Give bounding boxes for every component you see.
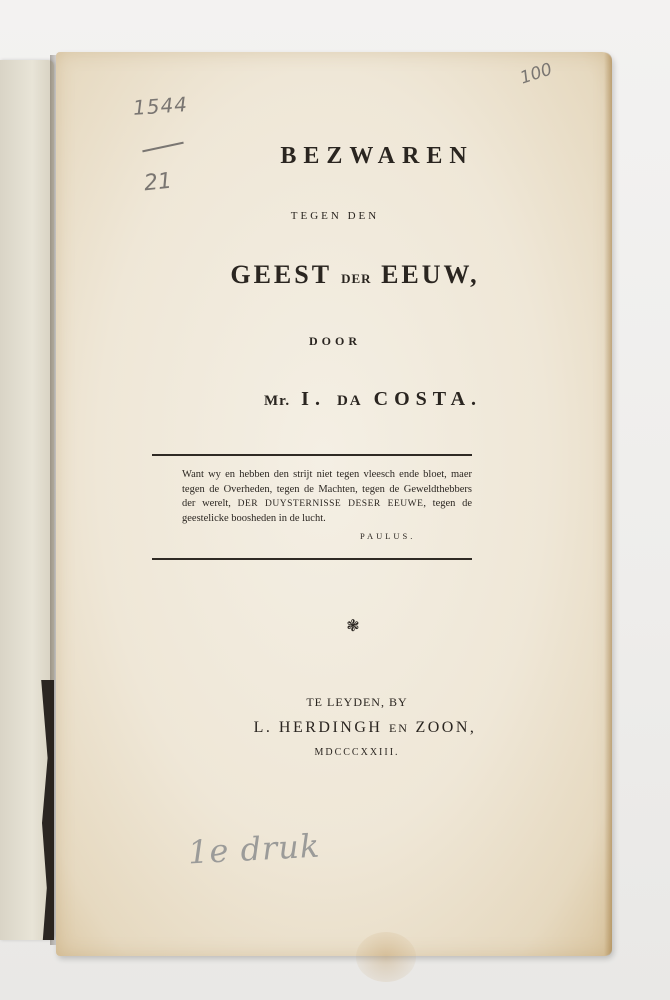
left-page-edge bbox=[0, 60, 54, 940]
author-particle: DA bbox=[336, 393, 363, 409]
epigraph-small-caps: DER DUYSTERNISSE DESER EEUWE bbox=[237, 499, 424, 509]
title-word-geest: GEEST bbox=[230, 260, 332, 289]
imprint-place: TE LEYDEN, BY bbox=[306, 695, 408, 709]
author-title: Mr. bbox=[263, 393, 291, 409]
title-word-eeuw: EEUW, bbox=[381, 260, 480, 289]
book-title-line1: BEZWAREN bbox=[280, 143, 474, 169]
book-title-line3 bbox=[0, 260, 670, 290]
publisher-name: L. HERDINGH bbox=[253, 719, 383, 736]
publisher-zoon: ZOON, bbox=[415, 719, 477, 736]
imprint-year: MDCCCXXIII. bbox=[314, 747, 400, 758]
ornament-icon: ❃ bbox=[346, 618, 360, 635]
epigraph-part2: , tegen de geestelicke boosheden in de lucht. bbox=[182, 498, 472, 524]
byline-door: DOOR bbox=[309, 334, 361, 348]
book-title-line2: TEGEN DEN bbox=[290, 210, 380, 222]
pencil-note-shelfmark: 1544 bbox=[132, 92, 189, 120]
title-word-der: DER bbox=[341, 271, 372, 286]
epigraph-attribution: PAULUS. bbox=[360, 531, 416, 541]
author-surname: COSTA. bbox=[373, 388, 483, 410]
pencil-note-number: 21 bbox=[142, 168, 174, 197]
publisher-en: EN bbox=[388, 721, 409, 735]
author-name bbox=[0, 388, 670, 411]
imprint-publisher bbox=[0, 719, 670, 737]
pencil-note-price: 100 bbox=[517, 59, 555, 89]
foxing-stain bbox=[356, 932, 416, 982]
author-initial: I. bbox=[301, 388, 326, 410]
pencil-note-edition: 1e druk bbox=[187, 826, 322, 872]
epigraph-rule-top bbox=[152, 454, 472, 456]
epigraph-part1: Want wy en hebben den strijt niet tegen vleesch ende bloet, maer tegen de Overheden, tegen de Machten, tegen de Geweldthebbers der werelt, bbox=[182, 469, 472, 509]
epigraph-text bbox=[182, 468, 472, 526]
epigraph-rule-bottom bbox=[152, 558, 472, 560]
